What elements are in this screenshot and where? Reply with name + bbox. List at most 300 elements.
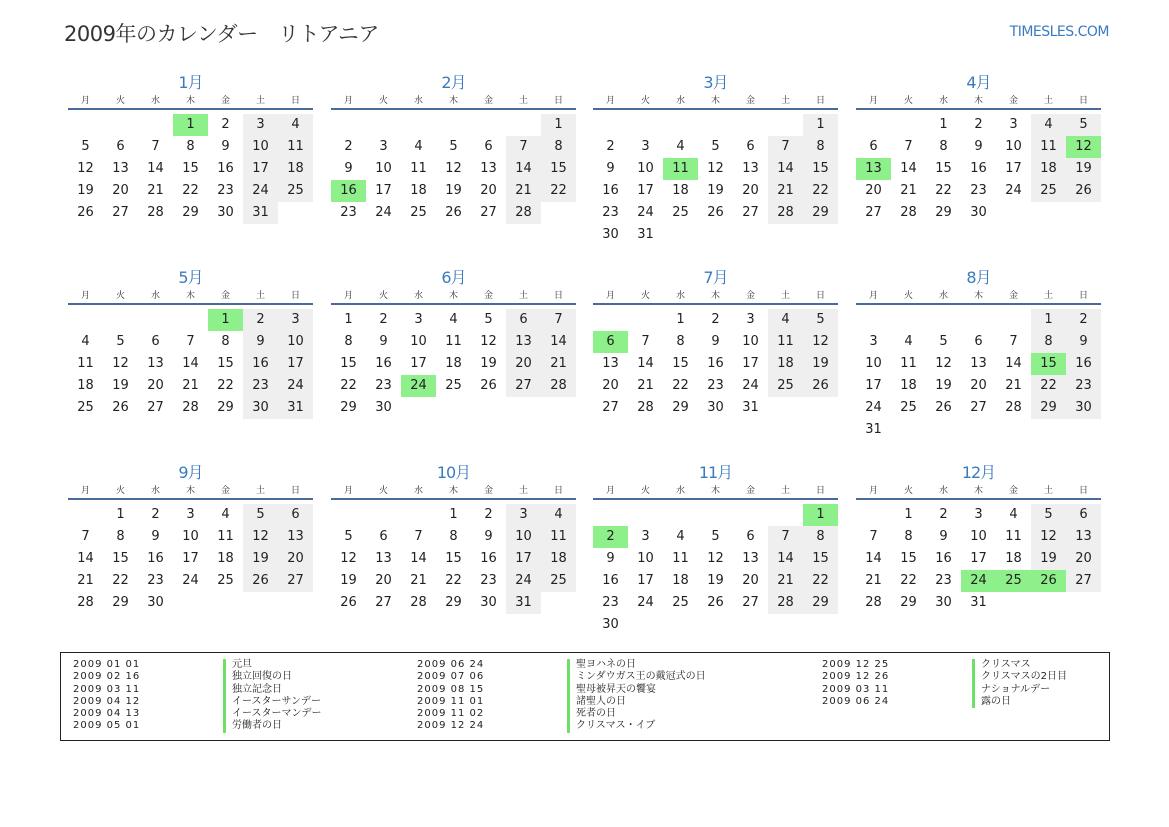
- weekday-label: 月: [80, 96, 90, 106]
- day-cell: 24: [182, 573, 199, 588]
- weekday-label: 月: [343, 486, 353, 496]
- day-cell: 7: [506, 136, 541, 158]
- day-cell: 10: [410, 334, 427, 349]
- empty-cell: [103, 114, 138, 136]
- day-cell: 30: [935, 595, 952, 610]
- day-cell: 3: [641, 529, 650, 544]
- month-calendar: [856, 267, 1101, 441]
- day-cell: 27: [375, 595, 392, 610]
- day-cell: 15: [803, 158, 838, 180]
- day-cell: 5: [1031, 504, 1066, 526]
- day-cell: 6: [151, 334, 160, 349]
- empty-cell: [961, 419, 996, 441]
- holiday-name: 聖母被昇天の饗宴: [567, 684, 656, 696]
- empty-cell: [138, 114, 173, 136]
- empty-cell: [593, 504, 628, 526]
- empty-cell: [698, 614, 733, 636]
- week-row: [593, 158, 838, 180]
- day-cell: 7: [414, 529, 423, 544]
- weekday-label: 金: [1008, 96, 1018, 106]
- day-cell: 6: [593, 331, 628, 353]
- weekday-label: 月: [80, 291, 90, 301]
- week-row: [856, 592, 1101, 614]
- day-cell: 10: [637, 551, 654, 566]
- weekday-label: 日: [815, 486, 825, 496]
- weekday-header: [593, 484, 838, 500]
- weekday-label: 水: [150, 291, 160, 301]
- weekday-label: 木: [973, 291, 983, 301]
- day-cell: 21: [410, 573, 427, 588]
- day-cell: 18: [77, 378, 94, 393]
- weekday-label: 火: [903, 96, 913, 106]
- day-cell: 30: [480, 595, 497, 610]
- week-row: [593, 202, 838, 224]
- day-cell: 28: [410, 595, 427, 610]
- day-cell: 13: [742, 161, 759, 176]
- day-cell: 12: [707, 161, 724, 176]
- week-row: [68, 548, 313, 570]
- day-cell: 12: [77, 161, 94, 176]
- day-cell: 26: [340, 595, 357, 610]
- day-cell: 18: [217, 551, 234, 566]
- weekday-header: [856, 289, 1101, 305]
- empty-cell: [733, 224, 768, 246]
- empty-cell: [366, 114, 401, 136]
- weekday-label: 水: [413, 291, 423, 301]
- weekday-label: 土: [255, 96, 265, 106]
- day-cell: 11: [1005, 529, 1022, 544]
- day-cell: 17: [410, 356, 427, 371]
- weekday-label: 金: [220, 486, 230, 496]
- day-cell: 12: [1066, 136, 1101, 158]
- holiday-name: 元旦: [223, 659, 252, 671]
- day-cell: 17: [637, 573, 654, 588]
- day-cell: 20: [506, 353, 541, 375]
- day-cell: 21: [147, 183, 164, 198]
- week-row: [856, 375, 1101, 397]
- day-cell: 20: [602, 378, 619, 393]
- day-cell: 7: [869, 529, 878, 544]
- day-cell: 9: [606, 161, 615, 176]
- holiday-name: イースターサンデー: [223, 696, 321, 708]
- day-cell: 30: [217, 205, 234, 220]
- day-cell: 30: [602, 617, 619, 632]
- weekday-label: 日: [290, 96, 300, 106]
- weekday-label: 日: [815, 291, 825, 301]
- day-cell: 11: [672, 551, 689, 566]
- day-cell: 1: [803, 114, 838, 136]
- holiday-item: [417, 696, 706, 708]
- week-row: [331, 592, 576, 614]
- month-name: 12月: [961, 463, 996, 482]
- empty-cell: [173, 592, 208, 614]
- day-cell: 13: [1066, 526, 1101, 548]
- empty-cell: [471, 114, 506, 136]
- day-cell: 22: [803, 180, 838, 202]
- weekday-label: 土: [780, 486, 790, 496]
- empty-cell: [401, 397, 436, 419]
- empty-cell: [891, 419, 926, 441]
- day-cell: 18: [278, 158, 313, 180]
- day-cell: 18: [1031, 158, 1066, 180]
- holiday-item: [73, 720, 322, 732]
- day-cell: 27: [742, 205, 759, 220]
- holiday-item: [73, 659, 322, 671]
- weekday-label: 土: [780, 291, 790, 301]
- week-row: [593, 180, 838, 202]
- weekday-label: 水: [413, 96, 423, 106]
- day-cell: 18: [445, 356, 462, 371]
- empty-cell: [541, 202, 576, 224]
- day-cell: 6: [869, 139, 878, 154]
- weekday-label: 土: [1043, 96, 1053, 106]
- day-cell: 22: [672, 378, 689, 393]
- holiday-name: クリスマスの2日目: [972, 671, 1067, 683]
- empty-cell: [1031, 202, 1066, 224]
- holiday-item: [822, 671, 1067, 683]
- day-cell: 1: [803, 504, 838, 526]
- month-name: 6月: [441, 268, 466, 287]
- empty-cell: [663, 114, 698, 136]
- day-cell: 26: [112, 400, 129, 415]
- holiday-item: [73, 696, 322, 708]
- holiday-name: 労働者の日: [223, 720, 282, 732]
- day-cell: 1: [676, 312, 685, 327]
- empty-cell: [436, 114, 471, 136]
- day-cell: 19: [112, 378, 129, 393]
- day-cell: 8: [541, 136, 576, 158]
- holiday-item: [417, 708, 706, 720]
- weekday-label: 月: [868, 291, 878, 301]
- day-cell: 25: [217, 573, 234, 588]
- day-cell: 2: [1066, 309, 1101, 331]
- holiday-item: [417, 720, 706, 732]
- day-cell: 9: [344, 161, 353, 176]
- weekday-label: 水: [675, 486, 685, 496]
- day-cell: 26: [77, 205, 94, 220]
- empty-cell: [803, 397, 838, 419]
- day-cell: 20: [147, 378, 164, 393]
- day-cell: 5: [1066, 114, 1101, 136]
- weekday-label: 日: [290, 486, 300, 496]
- day-cell: 27: [602, 400, 619, 415]
- day-cell: 13: [602, 356, 619, 371]
- day-cell: 3: [746, 312, 755, 327]
- day-cell: 29: [1031, 397, 1066, 419]
- day-cell: 4: [768, 309, 803, 331]
- weekday-label: 火: [378, 291, 388, 301]
- week-row: [68, 592, 313, 614]
- week-row: [593, 114, 838, 136]
- holiday-name: ナショナルデー: [972, 684, 1050, 696]
- day-cell: 30: [147, 595, 164, 610]
- week-row: [593, 353, 838, 375]
- day-cell: 17: [182, 551, 199, 566]
- day-cell: 27: [970, 400, 987, 415]
- week-row: [331, 331, 576, 353]
- empty-cell: [401, 114, 436, 136]
- week-row: [593, 592, 838, 614]
- day-cell: 7: [768, 526, 803, 548]
- day-cell: 2: [711, 312, 720, 327]
- weekday-label: 火: [903, 486, 913, 496]
- day-cell: 2: [379, 312, 388, 327]
- day-cell: 18: [1005, 551, 1022, 566]
- day-cell: 14: [182, 356, 199, 371]
- day-cell: 16: [602, 183, 619, 198]
- weekday-label: 木: [448, 96, 458, 106]
- day-cell: 14: [900, 161, 917, 176]
- week-row: [856, 158, 1101, 180]
- site-link[interactable]: TIMESLES.COM: [1009, 24, 1109, 40]
- day-cell: 4: [676, 139, 685, 154]
- weekday-label: 火: [378, 486, 388, 496]
- week-row: [68, 353, 313, 375]
- day-cell: 28: [865, 595, 882, 610]
- empty-cell: [663, 614, 698, 636]
- day-cell: 21: [182, 378, 199, 393]
- day-cell: 23: [243, 375, 278, 397]
- empty-cell: [1066, 202, 1101, 224]
- weekday-label: 水: [938, 291, 948, 301]
- day-cell: 21: [637, 378, 654, 393]
- day-cell: 14: [410, 551, 427, 566]
- day-cell: 4: [904, 334, 913, 349]
- day-cell: 22: [445, 573, 462, 588]
- empty-cell: [471, 397, 506, 419]
- day-cell: 7: [1009, 334, 1018, 349]
- day-cell: 30: [243, 397, 278, 419]
- day-cell: 21: [1005, 378, 1022, 393]
- day-cell: 24: [278, 375, 313, 397]
- day-cell: 20: [375, 573, 392, 588]
- day-cell: 5: [711, 529, 720, 544]
- empty-cell: [173, 309, 208, 331]
- week-row: [856, 353, 1101, 375]
- empty-cell: [401, 504, 436, 526]
- weekday-label: 木: [185, 486, 195, 496]
- day-cell: 24: [961, 570, 996, 592]
- day-cell: 3: [869, 334, 878, 349]
- empty-cell: [628, 309, 663, 331]
- week-row: [68, 309, 313, 331]
- day-cell: 29: [340, 400, 357, 415]
- day-cell: 25: [410, 205, 427, 220]
- empty-cell: [103, 309, 138, 331]
- day-cell: 14: [541, 331, 576, 353]
- day-cell: 16: [970, 161, 987, 176]
- empty-cell: [278, 592, 313, 614]
- day-cell: 11: [900, 356, 917, 371]
- day-cell: 12: [112, 356, 129, 371]
- empty-cell: [768, 397, 803, 419]
- day-cell: 4: [221, 507, 230, 522]
- day-cell: 21: [768, 180, 803, 202]
- weekday-label: 水: [150, 96, 160, 106]
- day-cell: 23: [375, 378, 392, 393]
- weekday-label: 木: [973, 96, 983, 106]
- day-cell: 8: [939, 139, 948, 154]
- weekday-label: 火: [115, 291, 125, 301]
- day-cell: 11: [278, 136, 313, 158]
- day-cell: 27: [147, 400, 164, 415]
- holiday-date: 2009 07 06: [417, 671, 485, 683]
- weekday-label: 金: [745, 96, 755, 106]
- week-row: [68, 570, 313, 592]
- week-row: [68, 136, 313, 158]
- day-cell: 17: [865, 378, 882, 393]
- day-cell: 15: [900, 551, 917, 566]
- day-cell: 20: [865, 183, 882, 198]
- day-cell: 30: [707, 400, 724, 415]
- weekday-label: 金: [483, 96, 493, 106]
- day-cell: 19: [480, 356, 497, 371]
- day-cell: 12: [707, 551, 724, 566]
- weekday-label: 木: [448, 486, 458, 496]
- weekday-header: [856, 484, 1101, 500]
- day-cell: 16: [935, 551, 952, 566]
- day-cell: 18: [900, 378, 917, 393]
- day-cell: 13: [112, 161, 129, 176]
- holiday-date: 2009 06 24: [417, 659, 485, 670]
- weekday-label: 火: [640, 486, 650, 496]
- weekday-label: 金: [1008, 486, 1018, 496]
- day-cell: 12: [803, 331, 838, 353]
- empty-cell: [436, 397, 471, 419]
- week-row: [593, 136, 838, 158]
- month-name: 11月: [698, 463, 733, 482]
- day-cell: 2: [606, 139, 615, 154]
- day-cell: 27: [865, 205, 882, 220]
- day-cell: 19: [707, 573, 724, 588]
- empty-cell: [996, 592, 1031, 614]
- holiday-date: 2009 06 24: [822, 695, 890, 707]
- day-cell: 28: [77, 595, 94, 610]
- week-row: [856, 331, 1101, 353]
- holiday-name: 死者の日: [567, 708, 616, 720]
- weekday-label: 土: [518, 96, 528, 106]
- empty-cell: [1031, 419, 1066, 441]
- empty-cell: [593, 114, 628, 136]
- month-name: 7月: [703, 268, 728, 287]
- weekday-header: [331, 289, 576, 305]
- day-cell: 7: [641, 334, 650, 349]
- month-calendar: [593, 267, 838, 419]
- day-cell: 31: [865, 422, 882, 437]
- empty-cell: [331, 114, 366, 136]
- empty-cell: [541, 397, 576, 419]
- empty-cell: [278, 202, 313, 224]
- day-cell: 5: [116, 334, 125, 349]
- holiday-name: 諸聖人の日: [567, 696, 626, 708]
- week-row: [331, 136, 576, 158]
- week-row: [331, 526, 576, 548]
- day-cell: 1: [1031, 309, 1066, 331]
- day-cell: 26: [445, 205, 462, 220]
- weekday-label: 金: [220, 291, 230, 301]
- day-cell: 16: [707, 356, 724, 371]
- week-row: [331, 397, 576, 419]
- day-cell: 13: [480, 161, 497, 176]
- weekday-label: 木: [185, 291, 195, 301]
- day-cell: 19: [340, 573, 357, 588]
- holiday-column: [417, 659, 706, 733]
- day-cell: 25: [996, 570, 1031, 592]
- day-cell: 12: [480, 334, 497, 349]
- week-row: [593, 397, 838, 419]
- day-cell: 12: [340, 551, 357, 566]
- week-row: [331, 548, 576, 570]
- day-cell: 10: [506, 526, 541, 548]
- weekday-label: 火: [903, 291, 913, 301]
- week-row: [68, 180, 313, 202]
- day-cell: 26: [803, 375, 838, 397]
- day-cell: 27: [506, 375, 541, 397]
- week-row: [856, 504, 1101, 526]
- day-cell: 30: [1066, 397, 1101, 419]
- day-cell: 29: [900, 595, 917, 610]
- day-cell: 11: [768, 331, 803, 353]
- empty-cell: [926, 419, 961, 441]
- day-cell: 20: [742, 183, 759, 198]
- day-cell: 22: [340, 378, 357, 393]
- day-cell: 6: [379, 529, 388, 544]
- day-cell: 5: [711, 139, 720, 154]
- holiday-date: 2009 12 26: [822, 671, 890, 683]
- day-cell: 8: [221, 334, 230, 349]
- empty-cell: [1031, 592, 1066, 614]
- weekday-label: 月: [605, 291, 615, 301]
- holiday-date: 2009 12 24: [417, 720, 485, 732]
- day-cell: 15: [112, 551, 129, 566]
- day-cell: 4: [676, 529, 685, 544]
- day-cell: 22: [935, 183, 952, 198]
- day-cell: 17: [506, 548, 541, 570]
- day-cell: 13: [742, 551, 759, 566]
- weekday-label: 火: [640, 291, 650, 301]
- week-row: [68, 526, 313, 548]
- week-row: [856, 136, 1101, 158]
- day-cell: 3: [506, 504, 541, 526]
- day-cell: 29: [803, 592, 838, 614]
- day-cell: 30: [602, 227, 619, 242]
- day-cell: 12: [935, 356, 952, 371]
- day-cell: 14: [637, 356, 654, 371]
- day-cell: 23: [1066, 375, 1101, 397]
- day-cell: 9: [221, 139, 230, 154]
- day-cell: 4: [81, 334, 90, 349]
- day-cell: 11: [1031, 136, 1066, 158]
- day-cell: 6: [506, 309, 541, 331]
- day-cell: 28: [541, 375, 576, 397]
- week-row: [68, 504, 313, 526]
- day-cell: 4: [449, 312, 458, 327]
- day-cell: 18: [672, 183, 689, 198]
- day-cell: 4: [278, 114, 313, 136]
- day-cell: 26: [1031, 570, 1066, 592]
- day-cell: 2: [344, 139, 353, 154]
- empty-cell: [856, 114, 891, 136]
- weekday-label: 日: [553, 96, 563, 106]
- day-cell: 31: [742, 400, 759, 415]
- weekday-label: 火: [378, 96, 388, 106]
- month-name: 8月: [966, 268, 991, 287]
- holiday-item: [417, 684, 706, 696]
- day-cell: 2: [939, 507, 948, 522]
- empty-cell: [698, 114, 733, 136]
- holiday-column: [822, 659, 1067, 708]
- day-cell: 6: [278, 504, 313, 526]
